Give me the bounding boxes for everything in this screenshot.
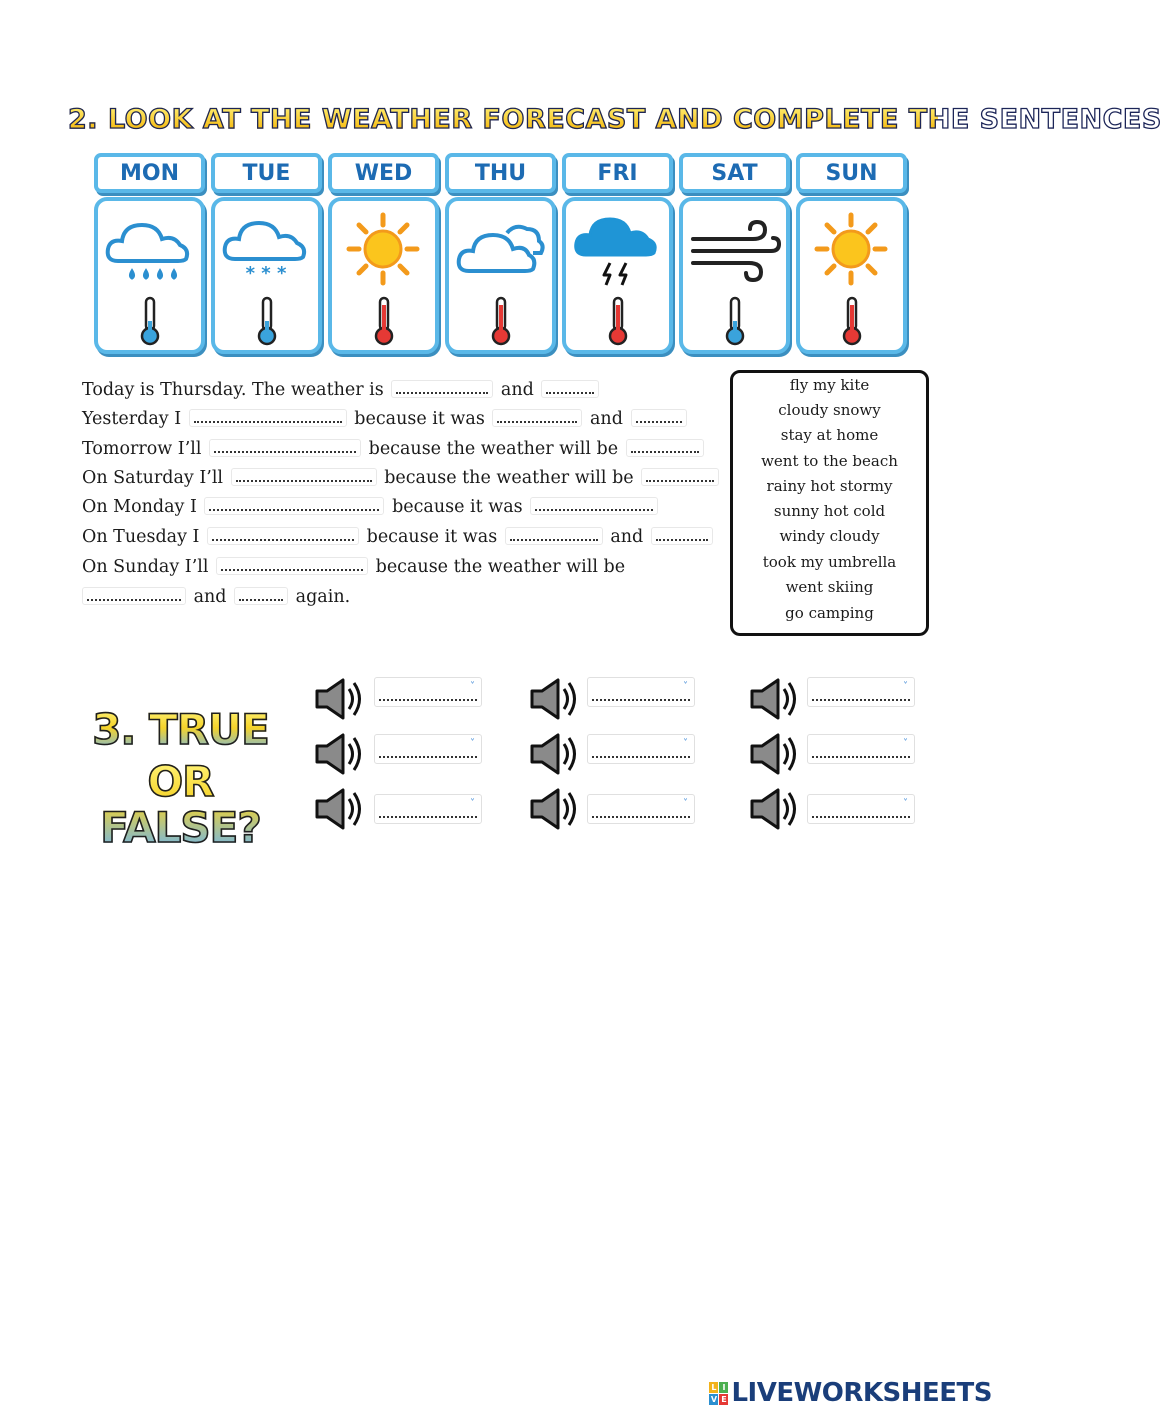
day-card-tue: [211, 197, 322, 354]
sentence-text: because the weather will be: [384, 468, 634, 488]
sentence-text: On Saturday I’ll: [82, 468, 224, 488]
exercise-3-title-line1: 3. TRUE: [78, 707, 283, 753]
answer-input[interactable]: [209, 439, 361, 457]
true-false-dropdown[interactable]: [374, 677, 482, 707]
answer-input[interactable]: [234, 587, 288, 605]
sentence-7: [82, 556, 625, 578]
speaker-icon[interactable]: [313, 732, 363, 776]
sentence-text: On Sunday I’ll: [82, 557, 209, 577]
cold-thermometer-icon: [720, 295, 750, 347]
day-label-wed: WED: [328, 153, 439, 193]
true-false-dropdown[interactable]: [374, 734, 482, 764]
sentence-text: On Monday I: [82, 497, 197, 517]
sentence-text: and: [193, 587, 227, 607]
day-card-thu: [445, 197, 556, 354]
true-false-dropdown[interactable]: [807, 794, 915, 824]
chevron-down-icon: ˅: [903, 798, 908, 809]
word-bank-item: cloudy snowy: [778, 401, 881, 419]
day-label-thu: THU: [445, 153, 556, 193]
snow-cloud-icon: [215, 209, 318, 289]
chevron-down-icon: ˅: [903, 681, 908, 692]
speaker-icon[interactable]: [313, 787, 363, 831]
answer-input[interactable]: [651, 527, 713, 545]
exercise-3-title-line2: OR FALSE?: [78, 759, 283, 851]
day-label-sun: SUN: [796, 153, 907, 193]
chevron-down-icon: ˅: [683, 738, 688, 749]
word-bank-item: fly my kite: [789, 376, 870, 394]
day-label-sat: SAT: [679, 153, 790, 193]
word-bank-item: rainy hot stormy: [766, 477, 893, 495]
hot-thermometer-icon: [603, 295, 633, 347]
answer-input[interactable]: [207, 527, 359, 545]
chevron-down-icon: ˅: [470, 681, 475, 692]
sentence-8: [82, 586, 350, 608]
sentence-text: because the weather will be: [368, 439, 619, 459]
day-card-mon: [94, 197, 205, 354]
day-card-sun: [796, 197, 907, 354]
sentence-text: because it was: [354, 409, 485, 429]
logo-mark-icon: L I V E: [710, 1383, 727, 1404]
day-label-mon: MON: [94, 153, 205, 193]
sentence-4: [82, 467, 721, 489]
liveworksheets-logo[interactable]: [709, 1380, 992, 1406]
hot-thermometer-icon: [369, 295, 399, 347]
chevron-down-icon: ˅: [470, 798, 475, 809]
speaker-icon[interactable]: [528, 677, 578, 721]
answer-input[interactable]: [492, 409, 582, 427]
chevron-down-icon: ˅: [470, 738, 475, 749]
true-false-dropdown[interactable]: [374, 794, 482, 824]
speaker-icon[interactable]: [748, 677, 798, 721]
true-false-dropdown[interactable]: [807, 734, 915, 764]
answer-input[interactable]: [631, 409, 687, 427]
svg-text:* * *: * * *: [245, 263, 287, 284]
sentence-text: and: [500, 380, 534, 400]
sun-icon: [332, 209, 435, 289]
chevron-down-icon: ˅: [903, 738, 908, 749]
answer-input[interactable]: [82, 587, 186, 605]
speaker-icon[interactable]: [313, 677, 363, 721]
sentence-text: Tomorrow I’ll: [82, 439, 202, 459]
sentence-5: [82, 496, 660, 518]
sentence-text: because it was: [366, 527, 498, 547]
sentence-3: [82, 438, 706, 460]
sun-icon: [800, 209, 903, 289]
hot-thermometer-icon: [837, 295, 867, 347]
sentence-text: On Tuesday I: [82, 527, 200, 547]
speaker-icon[interactable]: [748, 732, 798, 776]
day-card-wed: [328, 197, 439, 354]
true-false-dropdown[interactable]: [807, 677, 915, 707]
storm-cloud-icon: [566, 209, 669, 289]
answer-input[interactable]: [204, 497, 384, 515]
true-false-dropdown[interactable]: [587, 794, 695, 824]
chevron-down-icon: ˅: [683, 798, 688, 809]
sentence-text: Yesterday I: [82, 409, 182, 429]
cold-thermometer-icon: [135, 295, 165, 347]
speaker-icon[interactable]: [528, 787, 578, 831]
day-card-sat: [679, 197, 790, 354]
answer-input[interactable]: [231, 468, 377, 486]
answer-input[interactable]: [189, 409, 347, 427]
sentence-text: and: [610, 527, 644, 547]
sentence-1: [82, 379, 601, 401]
sentence-text: Today is Thursday. The weather is: [82, 380, 384, 400]
answer-input[interactable]: [530, 497, 658, 515]
word-bank-item: windy cloudy: [779, 527, 880, 545]
word-bank-item: went to the beach: [761, 452, 898, 470]
answer-input[interactable]: [641, 468, 719, 486]
answer-input[interactable]: [541, 380, 599, 398]
answer-input[interactable]: [391, 380, 493, 398]
day-label-fri: FRI: [562, 153, 673, 193]
sentence-text: because the weather will be: [375, 557, 626, 577]
sentence-text: and: [590, 409, 623, 429]
exercise-2-title: 2. LOOK AT THE WEATHER FORECAST AND COMPLETE THE SENTENCES: [68, 104, 938, 144]
speaker-icon[interactable]: [528, 732, 578, 776]
sentence-text: again.: [295, 587, 351, 607]
word-bank-item: go camping: [785, 604, 874, 622]
chevron-down-icon: ˅: [683, 681, 688, 692]
rain-cloud-icon: [98, 209, 201, 289]
word-bank-item: took my umbrella: [762, 553, 897, 571]
true-false-dropdown[interactable]: [587, 677, 695, 707]
true-false-dropdown[interactable]: [587, 734, 695, 764]
answer-input[interactable]: [216, 557, 368, 575]
cold-thermometer-icon: [252, 295, 282, 347]
speaker-icon[interactable]: [748, 787, 798, 831]
wind-icon: [683, 209, 786, 289]
cloud-icon: [449, 209, 552, 289]
word-bank-item: sunny hot cold: [773, 502, 886, 520]
hot-thermometer-icon: [486, 295, 516, 347]
word-bank-item: went skiing: [785, 578, 874, 596]
day-card-fri: [562, 197, 673, 354]
sentence-text: because it was: [392, 497, 523, 517]
answer-input[interactable]: [505, 527, 603, 545]
day-label-tue: TUE: [211, 153, 322, 193]
sentence-6: [82, 526, 715, 548]
word-bank-item: stay at home: [780, 426, 879, 444]
answer-input[interactable]: [626, 439, 704, 457]
sentence-2: [82, 408, 689, 430]
logo-text: LIVEWORKSHEETS: [731, 1378, 992, 1408]
